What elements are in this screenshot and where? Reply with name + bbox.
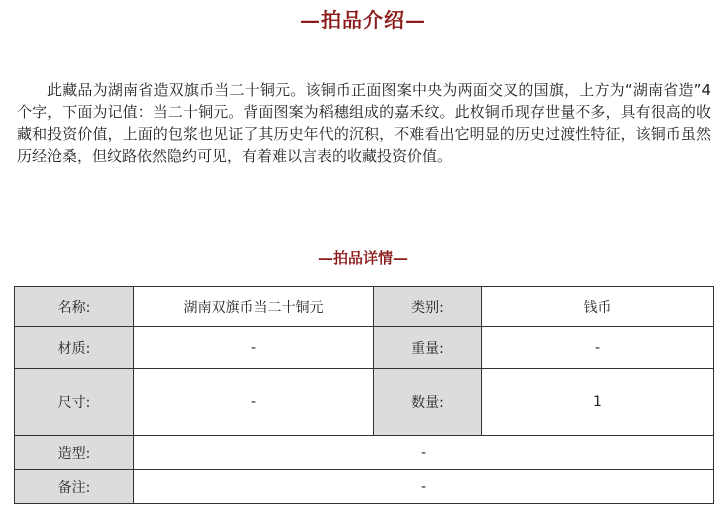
size-label: 尺寸: [15, 369, 134, 436]
remark-value: - [134, 470, 714, 504]
table-row [15, 287, 714, 327]
category-value: 钱币 [482, 287, 714, 327]
size-value: - [134, 369, 374, 436]
details-table [14, 286, 714, 504]
remark-label: 备注: [15, 470, 134, 504]
intro-section-title: —拍品介绍— [300, 8, 426, 32]
weight-label: 重量: [374, 327, 482, 369]
table-row [15, 369, 714, 436]
shape-label: 造型: [15, 436, 134, 470]
material-label: 材质: [15, 327, 134, 369]
table-row [15, 327, 714, 369]
name-label: 名称: [15, 287, 134, 327]
weight-value: - [482, 327, 714, 369]
quantity-value: 1 [482, 369, 714, 436]
material-value: - [134, 327, 374, 369]
table-row [15, 470, 714, 504]
intro-paragraph: 此藏品为湖南省造双旗币当二十铜元。该铜币正面图案中央为两面交叉的国旗，上方为“湖南省造”4个字，下面为记值：当二十铜元。背面图案为稻穗组成的嘉禾纹。此枚铜币现存世量不多，具有很高的收藏和投资价值，上面的包浆也见证了其历史年代的沉积，不难看出它明显的历史过渡性特征，该铜币虽然历经沧桑，但纹路依然隐约可见，有着难以言表的收藏投资价值。 [17, 81, 711, 165]
category-label: 类别: [374, 287, 482, 327]
shape-value: - [134, 436, 714, 470]
table-row [15, 436, 714, 470]
details-section-title: —拍品详情— [317, 249, 408, 267]
name-value: 湖南双旗币当二十铜元 [134, 287, 374, 327]
quantity-label: 数量: [374, 369, 482, 436]
